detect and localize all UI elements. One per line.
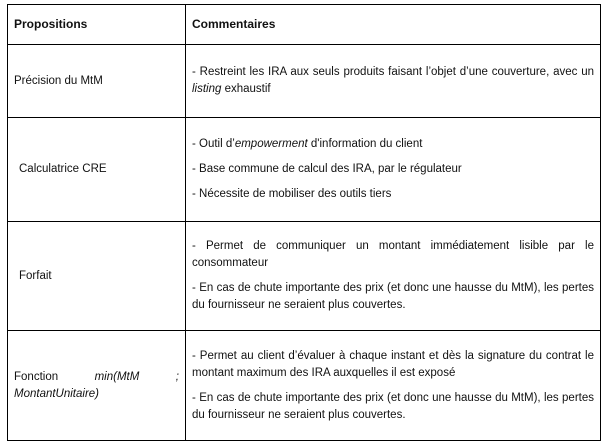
propositions-table	[7, 4, 601, 441]
proposition-cell: Forfait	[8, 222, 186, 331]
comment-cell	[186, 331, 601, 441]
table-row	[8, 45, 601, 118]
table-row	[8, 222, 601, 331]
table-row	[8, 118, 601, 222]
comment-item: - Base commune de calcul des IRA, par le régulateur	[192, 163, 462, 175]
comment-item: - Permet de communiquer un montant immédiatement lisible par le consommateur	[192, 240, 594, 269]
comment-item: - Permet au client d’évaluer à chaque instant et dès la signature du contrat le montant maximum des IRA auxquelles il est exposé	[192, 349, 594, 379]
comment-cell	[186, 118, 601, 222]
comment-item: - Nécessite de mobiliser des outils tiers	[192, 188, 392, 200]
proposition-cell	[8, 331, 186, 441]
proposition-cell: Calculatrice CRE	[8, 118, 186, 222]
comment-cell	[186, 45, 601, 118]
comment-item: - Restreint les IRA aux seuls produits faisant l’objet d’une couverture, avec un listing exhaustif	[192, 66, 594, 95]
comment-item: - En cas de chute importante des prix (et donc une hausse du MtM), les pertes du fournisseur ne seraient plus couvertes.	[192, 391, 594, 421]
function-label-line: Fonction min(MtM ;	[14, 370, 179, 383]
header-propositions: Propositions	[8, 5, 186, 45]
comment-item: - En cas de chute importante des prix (et donc une hausse du MtM), les pertes du fournisseur ne seraient plus couvertes.	[192, 282, 594, 311]
comment-item: - Outil d’empowerment d'information du client	[192, 138, 423, 150]
function-label-arg: MontantUnitaire)	[14, 387, 100, 400]
comment-cell	[186, 222, 601, 331]
proposition-cell: Précision du MtM	[8, 45, 186, 118]
header-commentaires: Commentaires	[186, 5, 601, 45]
table-header-row	[8, 5, 601, 45]
table-row	[8, 331, 601, 441]
